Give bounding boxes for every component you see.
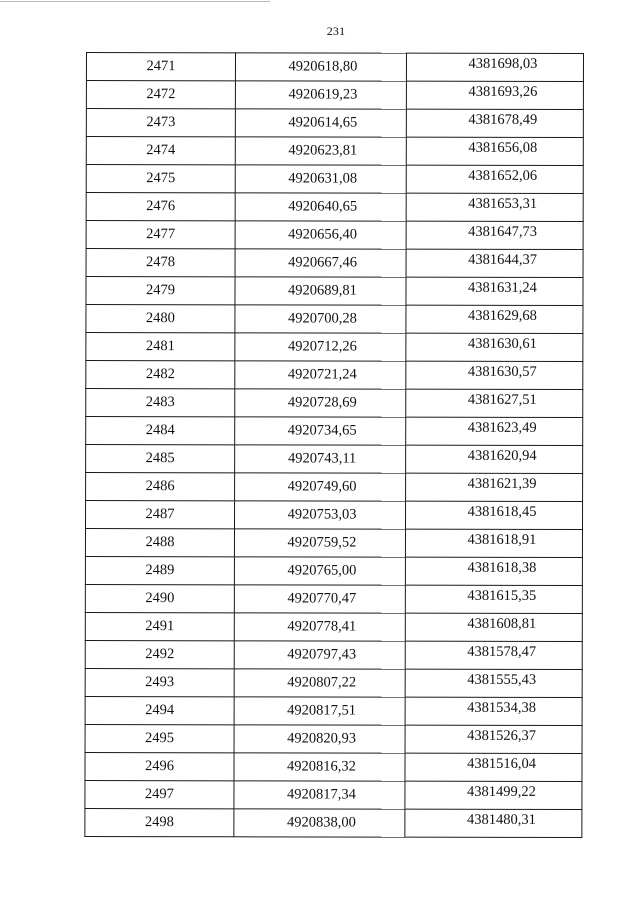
- cell-value: 4920770,47: [287, 590, 357, 607]
- cell-value: 2478: [146, 254, 176, 271]
- y-coordinate-cell: [406, 165, 583, 193]
- point-number-cell: [86, 193, 235, 221]
- cell-value: 2497: [144, 786, 174, 803]
- cell-value: 2472: [146, 86, 176, 103]
- y-coordinate-cell: [405, 557, 582, 585]
- point-number-cell: [85, 752, 234, 780]
- y-coordinate-cell: [406, 249, 583, 277]
- cell-value: 4920656,40: [288, 226, 358, 243]
- cell-value: 4381620,94: [467, 448, 537, 465]
- x-coordinate-cell: [234, 529, 405, 557]
- point-number-cell: [85, 668, 234, 696]
- x-coordinate-cell: [235, 417, 406, 445]
- cell-value: 4381621,39: [467, 476, 537, 493]
- cell-value: 2489: [145, 562, 175, 579]
- point-number-cell: [86, 389, 235, 417]
- table-row: [85, 752, 582, 781]
- x-coordinate-cell: [234, 641, 405, 669]
- y-coordinate-cell: [405, 529, 582, 557]
- cell-value: 4381652,06: [468, 168, 538, 185]
- y-coordinate-cell: [405, 753, 582, 781]
- cell-value: 2495: [145, 730, 175, 747]
- cell-value: 2498: [144, 814, 174, 831]
- cell-value: 4381578,47: [467, 644, 537, 661]
- y-coordinate-cell: [406, 221, 583, 249]
- point-number-cell: [86, 277, 235, 305]
- x-coordinate-cell: [234, 613, 405, 641]
- point-number-cell: [86, 53, 235, 81]
- cell-value: 4920820,93: [287, 730, 357, 747]
- y-coordinate-cell: [406, 333, 583, 361]
- point-number-cell: [86, 361, 235, 389]
- x-coordinate-cell: [235, 501, 406, 529]
- coordinates-table-container: [84, 52, 586, 838]
- cell-value: 4381631,24: [468, 280, 537, 297]
- table-row: [86, 277, 583, 306]
- table-row: [86, 53, 583, 82]
- y-coordinate-cell: [406, 277, 583, 305]
- cell-value: 4920689,81: [288, 282, 357, 299]
- cell-value: 4381526,37: [467, 728, 537, 745]
- x-coordinate-cell: [234, 809, 405, 837]
- x-coordinate-cell: [234, 753, 405, 781]
- y-coordinate-cell: [406, 473, 583, 501]
- cell-value: 4381629,68: [467, 308, 537, 325]
- page-number: 231: [326, 24, 346, 38]
- y-coordinate-cell: [406, 501, 583, 529]
- cell-value: 2487: [145, 506, 175, 523]
- y-coordinate-cell: [405, 697, 582, 725]
- point-number-cell: [85, 612, 234, 640]
- y-coordinate-cell: [406, 445, 583, 473]
- cell-value: 4920817,51: [287, 702, 357, 719]
- cell-value: 2492: [145, 646, 175, 663]
- cell-value: 4381644,37: [468, 252, 538, 269]
- cell-value: 4920640,65: [288, 198, 358, 215]
- cell-value: 4920753,03: [287, 506, 357, 523]
- cell-value: 4381615,35: [467, 588, 537, 605]
- y-coordinate-cell: [405, 641, 582, 669]
- point-number-cell: [86, 305, 235, 333]
- y-coordinate-cell: [406, 193, 583, 221]
- x-coordinate-cell: [235, 305, 406, 333]
- table-row: [86, 109, 583, 138]
- cell-value: 4381499,22: [466, 784, 536, 801]
- x-coordinate-cell: [235, 445, 406, 473]
- top-rule: [0, 1, 270, 2]
- cell-value: 4381608,81: [467, 616, 537, 633]
- y-coordinate-cell: [405, 725, 582, 753]
- x-coordinate-cell: [234, 781, 405, 809]
- cell-value: 2484: [145, 422, 175, 439]
- x-coordinate-cell: [235, 361, 406, 389]
- x-coordinate-cell: [235, 277, 406, 305]
- point-number-cell: [85, 640, 234, 668]
- point-number-cell: [86, 473, 235, 501]
- point-number-cell: [85, 556, 234, 584]
- point-number-cell: [85, 808, 234, 836]
- table-row: [86, 445, 583, 474]
- x-coordinate-cell: [235, 53, 406, 81]
- cell-value: 4920817,34: [286, 786, 356, 803]
- cell-value: 4920807,22: [287, 674, 357, 691]
- table-row: [86, 417, 583, 446]
- point-number-cell: [86, 221, 235, 249]
- cell-value: 4920667,46: [288, 254, 358, 271]
- point-number-cell: [86, 417, 235, 445]
- cell-value: 4381698,03: [468, 56, 538, 73]
- cell-value: 2479: [145, 282, 176, 299]
- cell-value: 2476: [146, 198, 176, 215]
- x-coordinate-cell: [235, 221, 406, 249]
- table-row: [86, 137, 583, 166]
- table-row: [86, 81, 583, 110]
- x-coordinate-cell: [234, 557, 405, 585]
- cell-value: 4381534,38: [467, 700, 537, 717]
- point-number-cell: [86, 109, 235, 137]
- cell-value: 4920631,08: [288, 170, 358, 187]
- table-row: [85, 668, 582, 697]
- cell-value: 4920743,11: [287, 450, 357, 467]
- cell-value: 2474: [146, 142, 176, 159]
- x-coordinate-cell: [235, 165, 406, 193]
- cell-value: 2493: [145, 674, 175, 691]
- y-coordinate-cell: [406, 305, 583, 333]
- point-number-cell: [85, 696, 234, 724]
- cell-value: 4920712,26: [287, 338, 357, 355]
- x-coordinate-cell: [235, 249, 406, 277]
- cell-value: 4381693,26: [468, 84, 538, 101]
- cell-value: 4381480,31: [466, 812, 536, 829]
- cell-value: 4381623,49: [467, 420, 537, 437]
- x-coordinate-cell: [234, 669, 405, 697]
- y-coordinate-cell: [406, 389, 583, 417]
- table-row: [86, 249, 583, 278]
- cell-value: 2477: [146, 226, 176, 243]
- y-coordinate-cell: [405, 669, 582, 697]
- table-row: [85, 556, 582, 585]
- point-number-cell: [86, 81, 235, 109]
- point-number-cell: [86, 165, 235, 193]
- y-coordinate-cell: [405, 585, 582, 613]
- x-coordinate-cell: [235, 81, 406, 109]
- cell-value: 4381630,57: [467, 364, 537, 381]
- cell-value: 4381647,73: [468, 224, 538, 241]
- y-coordinate-cell: [406, 109, 583, 137]
- cell-value: 4920759,52: [287, 534, 357, 551]
- table-row: [86, 501, 583, 530]
- table-row: [86, 389, 583, 418]
- table-row: [86, 305, 583, 334]
- cell-value: 4381678,49: [468, 112, 538, 129]
- table-row: [85, 612, 582, 641]
- cell-value: 2482: [145, 366, 175, 383]
- y-coordinate-cell: [405, 809, 582, 837]
- table-row: [86, 473, 583, 502]
- cell-value: 4381653,31: [468, 196, 538, 213]
- cell-value: 4920838,00: [286, 814, 356, 831]
- cell-value: 2481: [145, 338, 175, 355]
- cell-value: 4920728,69: [287, 394, 357, 411]
- cell-value: 4920734,65: [287, 422, 357, 439]
- table-row: [85, 724, 582, 753]
- point-number-cell: [85, 529, 234, 557]
- cell-value: 2483: [145, 394, 175, 411]
- cell-value: 4381630,61: [467, 336, 537, 353]
- cell-value: 4381555,43: [467, 672, 537, 689]
- y-coordinate-cell: [406, 137, 583, 165]
- cell-value: 4920614,65: [288, 114, 358, 131]
- cell-value: 4920797,43: [287, 646, 357, 663]
- x-coordinate-cell: [234, 725, 405, 753]
- cell-value: 4381627,51: [467, 392, 537, 409]
- cell-value: 2475: [146, 170, 176, 187]
- cell-value: 4920816,32: [287, 758, 356, 775]
- cell-value: 4920618,80: [288, 58, 358, 75]
- y-coordinate-cell: [405, 613, 582, 641]
- coordinates-table: [84, 52, 584, 838]
- cell-value: 2496: [144, 758, 175, 775]
- x-coordinate-cell: [235, 109, 406, 137]
- cell-value: 4920623,81: [288, 142, 358, 159]
- y-coordinate-cell: [406, 81, 583, 109]
- cell-value: 4381618,38: [467, 560, 537, 577]
- point-number-cell: [86, 333, 235, 361]
- cell-value: 4920700,28: [287, 310, 357, 327]
- table-row: [86, 165, 583, 194]
- cell-value: 4920765,00: [287, 562, 357, 579]
- cell-value: 2473: [146, 114, 176, 131]
- cell-value: 2485: [145, 450, 175, 467]
- y-coordinate-cell: [406, 361, 583, 389]
- x-coordinate-cell: [235, 333, 406, 361]
- cell-value: 2491: [145, 618, 175, 635]
- table-row: [85, 780, 582, 809]
- table-row: [85, 529, 582, 558]
- table-row: [85, 640, 582, 669]
- y-coordinate-cell: [406, 53, 583, 81]
- table-row: [86, 333, 583, 362]
- table-row: [86, 193, 583, 222]
- x-coordinate-cell: [234, 697, 405, 725]
- table-row: [86, 221, 583, 250]
- cell-value: 4920721,24: [287, 366, 357, 383]
- table-row: [85, 584, 582, 613]
- table-body: [85, 53, 584, 838]
- point-number-cell: [85, 724, 234, 752]
- table-row: [85, 696, 582, 725]
- cell-value: 2486: [145, 478, 175, 495]
- x-coordinate-cell: [235, 389, 406, 417]
- cell-value: 2490: [145, 590, 175, 607]
- point-number-cell: [86, 445, 235, 473]
- table-row: [86, 361, 583, 390]
- point-number-cell: [85, 584, 234, 612]
- x-coordinate-cell: [235, 473, 406, 501]
- table-row: [85, 808, 582, 837]
- cell-value: 4920619,23: [288, 86, 358, 103]
- cell-value: 4920778,41: [287, 618, 357, 635]
- y-coordinate-cell: [405, 781, 582, 809]
- cell-value: 4920749,60: [287, 478, 357, 495]
- point-number-cell: [85, 780, 234, 808]
- cell-value: 2488: [145, 534, 175, 551]
- cell-value: 4381656,08: [468, 140, 538, 157]
- cell-value: 2471: [146, 58, 176, 75]
- cell-value: 2494: [145, 702, 175, 719]
- point-number-cell: [86, 137, 235, 165]
- cell-value: 2480: [145, 310, 175, 327]
- y-coordinate-cell: [406, 417, 583, 445]
- point-number-cell: [86, 501, 235, 529]
- x-coordinate-cell: [234, 585, 405, 613]
- x-coordinate-cell: [235, 137, 406, 165]
- point-number-cell: [86, 249, 235, 277]
- cell-value: 4381618,91: [467, 532, 537, 549]
- x-coordinate-cell: [235, 193, 406, 221]
- cell-value: 4381618,45: [467, 504, 537, 521]
- cell-value: 4381516,04: [467, 756, 536, 773]
